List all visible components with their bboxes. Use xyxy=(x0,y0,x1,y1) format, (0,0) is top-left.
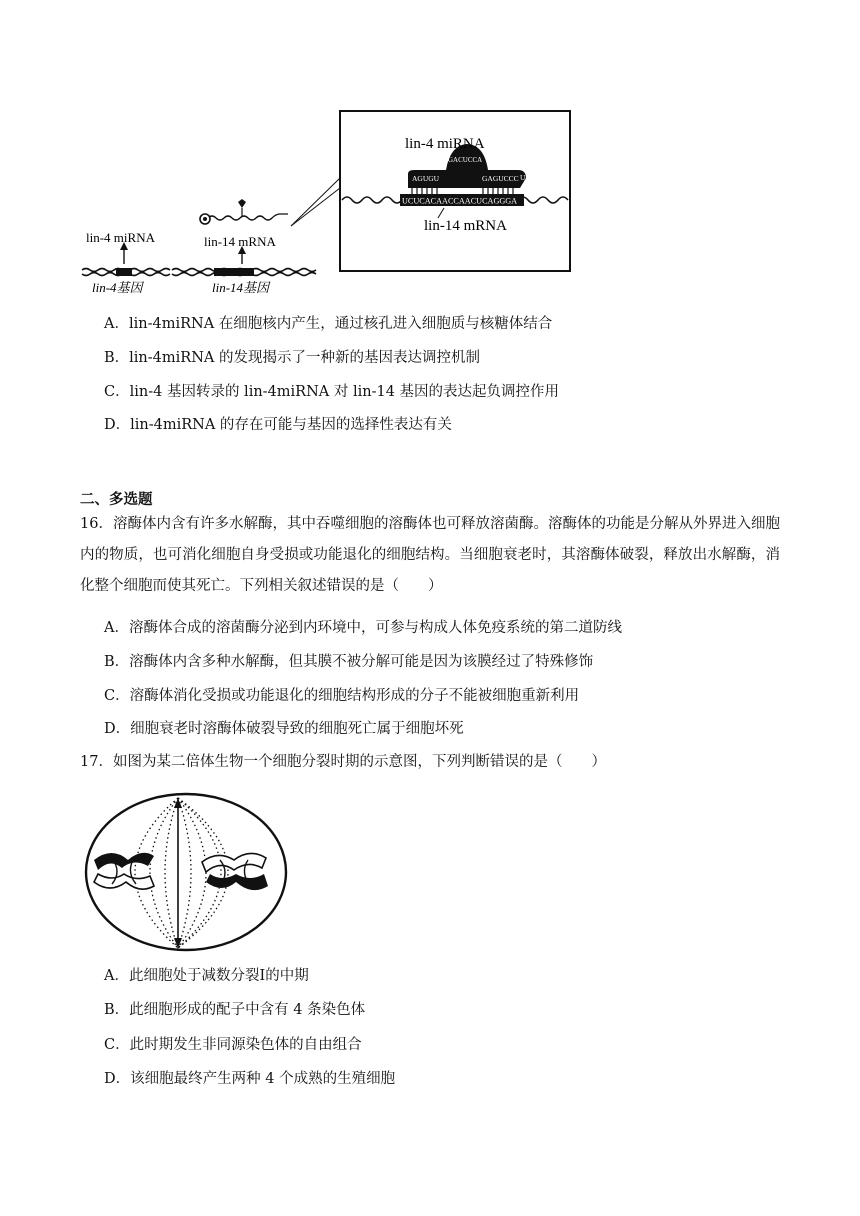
inset-box xyxy=(340,111,570,271)
q17-option-c: C．此时期发生非同源染色体的自由组合 xyxy=(104,1037,362,1053)
q15-option-b: B．lin-4miRNA 的发现揭示了一种新的基因表达调控机制 xyxy=(104,350,480,366)
q16-option-d: D．细胞衰老时溶酶体破裂导致的细胞死亡属于细胞坏死 xyxy=(104,721,464,737)
q17-stem: 17．如图为某二倍体生物一个细胞分裂时期的示意图，下列判断错误的是（ ） xyxy=(80,754,606,770)
q17-option-d: D．该细胞最终产生两种 4 个成熟的生殖细胞 xyxy=(104,1071,396,1087)
target-sequence: UCUCACAACCAACUCAGGGA xyxy=(402,196,518,206)
cell-membrane xyxy=(86,794,286,950)
lin14-gene-label: lin-14基因 xyxy=(212,280,270,295)
svg-text:AGUGU: AGUGU xyxy=(412,174,440,183)
cell-division-figure xyxy=(82,790,296,958)
lin4-mirna-label: lin-4 miRNA xyxy=(86,230,155,245)
q16-stem: 16．溶酶体内含有许多水解酶，其中吞噬细胞的溶酶体也可释放溶菌酶。溶酶体的功能是分解从外界进入细胞内的物质，也可消化细胞自身受损或功能退化的细胞结构。当细胞衰老时，其溶酶体破裂，释放出水解酶，消化整个细胞而使其死亡。下列相关叙述错误的是（ ） xyxy=(80,516,780,594)
q15-option-c: C．lin-4 基因转录的 lin-4miRNA 对 lin-14 基因的表达起负调控作用 xyxy=(104,384,560,400)
bound-mirna-icon xyxy=(238,199,246,208)
q16-option-c: C．溶酶体消化受损或功能退化的细胞结构形成的分子不能被细胞重新利用 xyxy=(104,688,580,704)
q15-option-a: A．lin-4miRNA 在细胞核内产生，通过核孔进入细胞质与核糖体结合 xyxy=(104,316,553,332)
inset-mirna-label: lin-4 miRNA xyxy=(405,136,485,152)
lin14-mrna-strand xyxy=(208,214,288,220)
svg-text:GAGUCCC: GAGUCCC xyxy=(482,174,519,183)
q16-option-b: B．溶酶体内含多种水解酶，但其膜不被分解可能是因为该膜经过了特殊修饰 xyxy=(104,654,594,670)
q16-option-a: A．溶酶体合成的溶菌酶分泌到内环境中，可参与构成人体免疫系统的第二道防线 xyxy=(104,620,622,636)
svg-text:GACUCCA: GACUCCA xyxy=(448,156,483,164)
lin4-gene-label: lin-4基因 xyxy=(92,280,143,295)
lin14-mrna-label: lin-14 mRNA xyxy=(204,234,276,249)
q15-option-d: D．lin-4miRNA 的存在可能与基因的选择性表达有关 xyxy=(104,417,452,433)
section-title: 二、多选题 xyxy=(80,492,153,508)
q17-option-a: A．此细胞处于减数分裂Ⅰ的中期 xyxy=(104,968,309,984)
inset-mrna-label: lin-14 mRNA xyxy=(424,218,507,234)
q17-option-b: B．此细胞形成的配子中含有 4 条染色体 xyxy=(104,1002,366,1018)
mirna-regulation-figure xyxy=(78,108,578,300)
svg-text:U: U xyxy=(520,173,526,182)
